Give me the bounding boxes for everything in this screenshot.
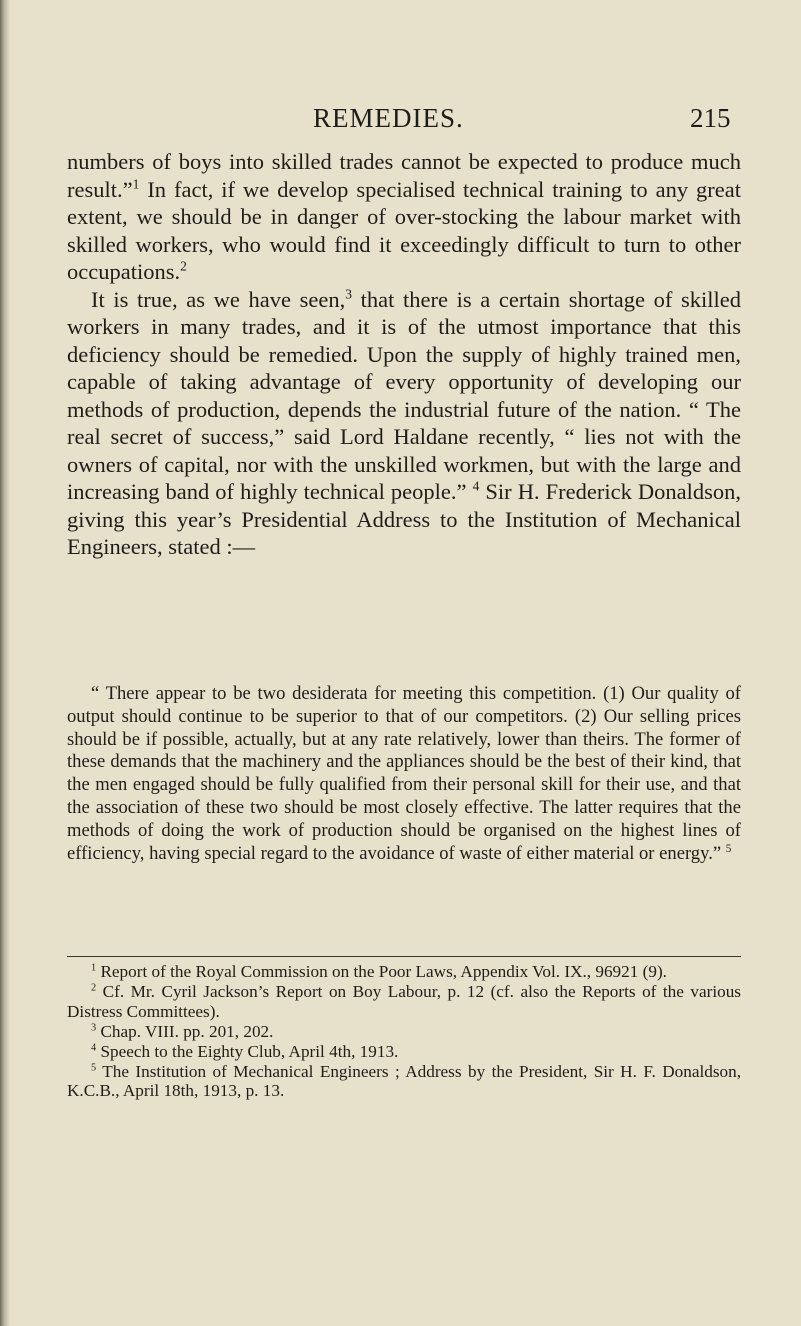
quote-paragraph: “ There appear to be two desiderata for meeting this competition. (1) Our quality of output should continue to be superior to that of our competitors. (2) Our selling prices should be if possible, actually, but at any rate relatively, lower than theirs. The former of these demands that the machinery and the appliances should be the best of their kind, that the men engaged should be fully qualified from their personal skill for their use, and that the association of these two should be most closely effective. The latter requires that the methods of doing the work of production should be organised on the highest lines of efficiency, having special regard to the avoidance of waste of either material or energy.” $^5$ [67, 683, 741, 864]
page-header [0, 103, 801, 143]
page-edge-shadow [0, 0, 10, 1326]
footnote-3: $^3$ Chap. VIII. pp. 201, 202. [91, 1021, 274, 1041]
footnote-ref-5: 5 [725, 842, 732, 855]
footnote-ref-4: 4 [472, 478, 480, 494]
footnote-ref-3: 3 [345, 286, 352, 301]
main-text [67, 148, 741, 561]
footnote-1: $^1$ Report of the Royal Commission on the Poor Laws, Appendix Vol. IX., 96921 (9). [91, 962, 667, 981]
footnote-5: $^5$ The Institution of Mechanical Engineers ; Address by the President, Sir H. F. Donaldson, K.C.B., April 18th, 1913, p. 13. [67, 1061, 741, 1101]
footnote-divider [67, 956, 741, 957]
paragraph-2: It is true, as we have seen,$^3$ that there is a certain shortage of skilled workers in many trades, and it is of the utmost importance that this deficiency should be remedied. Upon the supply of highly trained men, capable of taking advantage of every opportunity of developing our methods of production, depends the industrial future of the nation. “ The real secret of success,” said Lord Haldane recently, “ lies not with the owners of capital, nor with the unskilled workmen, but with the large and increasing band of highly technical people.” $^4$ Sir H. Frederick Donaldson, giving this year’s Presidential Address to the Institution of Mechanical Engineers, stated :— [67, 286, 742, 559]
page-number: 215 [690, 103, 731, 133]
running-head: REMEDIES. [313, 103, 464, 133]
footnote-ref-1: 1 [132, 176, 140, 191]
footnotes [67, 962, 741, 1101]
block-quote [67, 683, 741, 865]
footnote-ref-2: 2 [180, 258, 187, 274]
footnote-2: $^2$ Cf. Mr. Cyril Jackson’s Report on Boy Labour, p. 12 (cf. also the Reports of the various Distress Committees). [67, 981, 741, 1021]
paragraph-1: numbers of boys into skilled trades cannot be expected to produce much result.”$^1$ In fact, if we develop specialised technical training to any great extent, we should be in danger of over-stocking the labour market with skilled workers, who would find it exceedingly difficult to turn to other occupations.$^2$ [67, 149, 741, 284]
footnote-4: $^4$ Speech to the Eighty Club, April 4th, 1913. [91, 1041, 399, 1061]
